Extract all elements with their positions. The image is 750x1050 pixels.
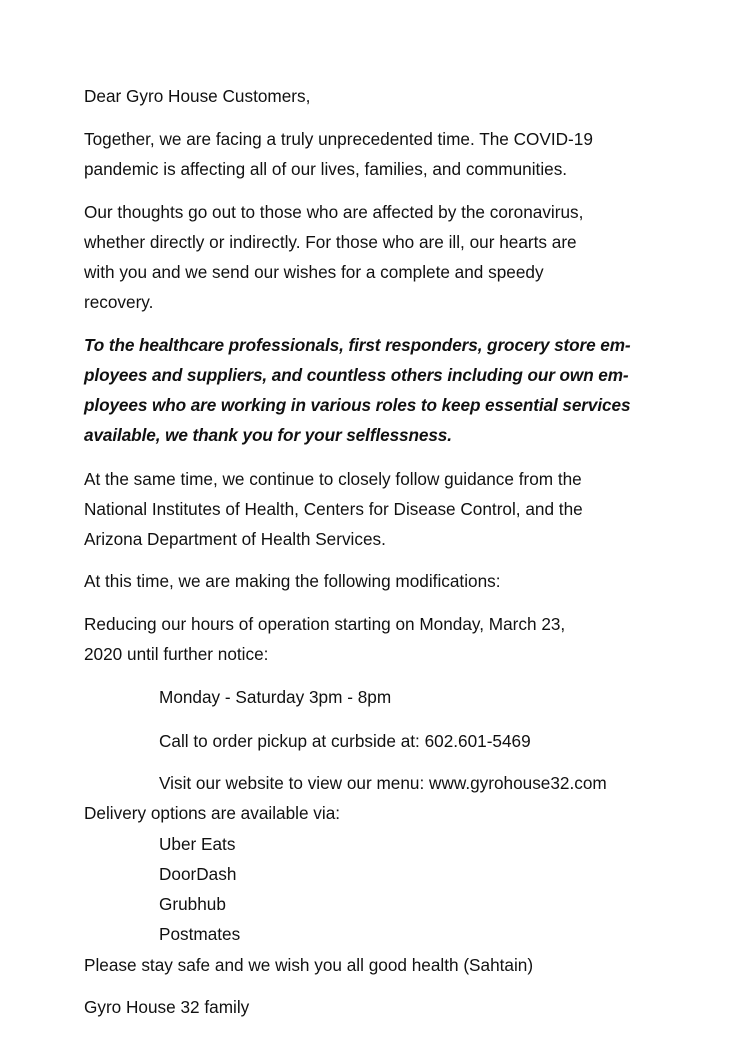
guidance-line-1: At the same time, we continue to closely follow guidance from the xyxy=(84,469,582,489)
delivery-option: DoorDash xyxy=(159,864,237,884)
website-line: Visit our website to view our menu: www.gyrohouse32.com xyxy=(159,773,607,793)
modifications-intro: At this time, we are making the following modifications: xyxy=(84,571,501,591)
closing-line: Please stay safe and we wish you all good health (Sahtain) xyxy=(84,955,534,975)
salutation: Dear Gyro House Customers, xyxy=(84,86,311,106)
delivery-option: Postmates xyxy=(159,924,241,944)
hours-schedule: Monday - Saturday 3pm - 8pm xyxy=(159,687,392,707)
thoughts-line-2: whether directly or indirectly. For those who are ill, our hearts are xyxy=(84,232,577,252)
delivery-option: Uber Eats xyxy=(159,834,236,854)
thoughts-line-4: recovery. xyxy=(84,292,154,312)
thanks-line-1: To the healthcare professionals, first responders, grocery store em- xyxy=(84,335,631,355)
thanks-line-4: available, we thank you for your selflessness. xyxy=(84,425,452,445)
thanks-line-2: ployees and suppliers, and countless others including our own em- xyxy=(84,365,629,385)
pickup-phone: Call to order pickup at curbside at: 602.601-5469 xyxy=(159,731,531,751)
guidance-line-2: National Institutes of Health, Centers for Disease Control, and the xyxy=(84,499,583,519)
thanks-line-3: ployees who are working in various roles to keep essential services xyxy=(84,395,631,415)
delivery-intro: Delivery options are available via: xyxy=(84,803,341,823)
hours-line-2: 2020 until further notice: xyxy=(84,644,269,664)
signature: Gyro House 32 family xyxy=(84,997,250,1017)
delivery-option: Grubhub xyxy=(159,894,226,914)
hours-line-1: Reducing our hours of operation starting on Monday, March 23, xyxy=(84,614,566,634)
thoughts-line-1: Our thoughts go out to those who are affected by the coronavirus, xyxy=(84,202,584,222)
intro-line-2: pandemic is affecting all of our lives, families, and communities. xyxy=(84,159,568,179)
guidance-line-3: Arizona Department of Health Services. xyxy=(84,529,386,549)
intro-line-1: Together, we are facing a truly unprecedented time. The COVID-19 xyxy=(84,129,593,149)
thoughts-line-3: with you and we send our wishes for a complete and speedy xyxy=(84,262,544,282)
